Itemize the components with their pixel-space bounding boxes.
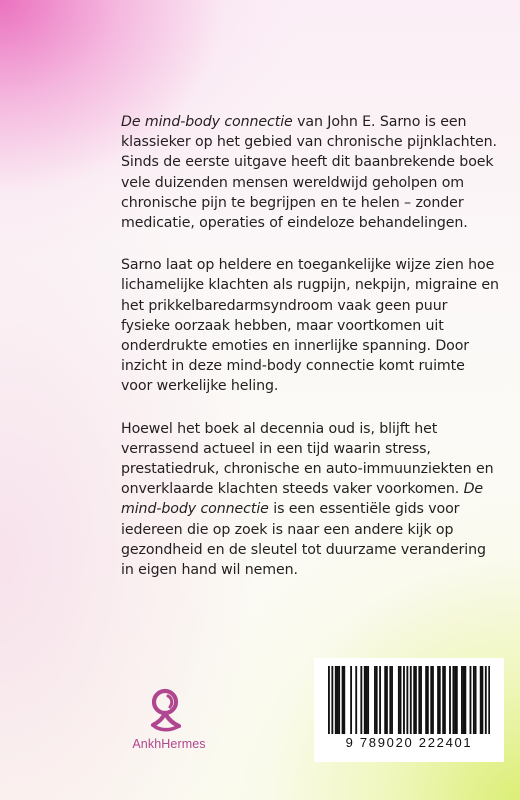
barcode-bar [454, 666, 456, 734]
blurb-paragraph-3-rest: is een essentiële gids voor iedereen die op zoek is naar een andere kijk op gezondheid en de sleutel tot duurzame verandering in eigen hand wil nemen. [121, 501, 486, 579]
barcode-bar [350, 666, 352, 734]
book-title-italic: De mind-body connectie [121, 114, 293, 130]
barcode-bar [413, 666, 415, 734]
barcode-bar [461, 666, 463, 734]
barcode-bar [343, 666, 345, 734]
blurb-paragraph-3-start: Hoewel het boek al decennia oud is, blijft het verrassend actueel in een tijd waarin stress, prestatiedruk, chronische en auto-immuunziekten en onverklaarde klachten steeds vaker voorkomen. [121, 420, 494, 498]
barcode-bar [364, 666, 366, 734]
barcode-bar [442, 666, 444, 734]
barcode-bar [463, 666, 465, 734]
barcode-bar [328, 666, 330, 734]
blurb-paragraph-1-text: van John E. Sarno is een klassieker op het gebied van chronische pijnklachten. Sinds de eerste uitgave heeft dit baanbrekende boek vele duizenden mensen wereldwijd geholpen om chronische pijn te begrijpen en te helen – zonder medicatie, operaties of eindeloze behandelingen. [121, 114, 497, 232]
barcode-bar [430, 666, 432, 734]
barcode-bar [420, 666, 422, 734]
blurb-paragraph-3 [121, 419, 499, 581]
barcode-bar [475, 666, 477, 734]
barcode-bar [391, 666, 393, 734]
barcode-bar [342, 666, 344, 734]
barcode-bar [398, 666, 400, 734]
barcode-bar [335, 666, 337, 734]
barcode-bar [480, 666, 482, 734]
barcode-bar [367, 666, 369, 734]
barcode-bar [337, 666, 339, 734]
barcode-bar [418, 666, 420, 734]
barcode-bar [470, 666, 472, 734]
blurb-paragraph-1 [121, 112, 499, 233]
barcode-bar [374, 666, 376, 734]
blurb-paragraph-2: Sarno laat op heldere en toegankelijke wijze zien hoe lichamelijke klachten als rugpijn, nekpijn, migraine en het prikkelbaredarmsyndroom vaak geen puur fysieke oorzaak hebben, maar voortkomen uit onderdrukte emoties en innerlijke spanning. Door inzicht in deze mind-body connectie komt ruimte voor werkelijke heling. [121, 257, 499, 395]
blurb-text [121, 112, 499, 602]
isbn-digits: 9 789020 222401 [345, 735, 473, 750]
barcode-bar [437, 666, 439, 734]
barcode-bar [360, 666, 362, 734]
barcode-bar [384, 666, 386, 734]
barcode-bar [403, 666, 405, 734]
barcode-bar [485, 666, 487, 734]
barcode-bar [355, 666, 357, 734]
isbn-barcode [314, 658, 504, 762]
barcode-bar [481, 666, 483, 734]
barcode-bar [376, 666, 378, 734]
barcode-bar [415, 666, 417, 734]
barcode-bar [427, 666, 429, 734]
barcode-bar [379, 666, 381, 734]
barcode-bar [449, 666, 451, 734]
barcode-bar [389, 666, 391, 734]
publisher-logo [132, 688, 206, 758]
barcode-bar [439, 666, 441, 734]
barcode-bar [366, 666, 368, 734]
barcode-bar [432, 666, 434, 734]
barcode-bar [464, 666, 466, 734]
barcode-bar [425, 666, 427, 734]
publisher-name: AnkhHermes [132, 737, 206, 751]
barcode-bar [456, 666, 458, 734]
barcode-bars [328, 666, 490, 734]
barcode-bar [386, 666, 388, 734]
book-title-italic: De mind-body connectie [121, 481, 484, 518]
barcode-bar [338, 666, 340, 734]
barcode-bar [400, 666, 402, 734]
barcode-bar [406, 666, 408, 734]
barcode-bar [444, 666, 446, 734]
barcode-bar [410, 666, 412, 734]
barcode-bar [452, 666, 454, 734]
barcode-bar [331, 666, 333, 734]
ankh-logo-icon [144, 688, 188, 736]
barcode-bar [473, 666, 475, 734]
barcode-bar [488, 666, 490, 734]
